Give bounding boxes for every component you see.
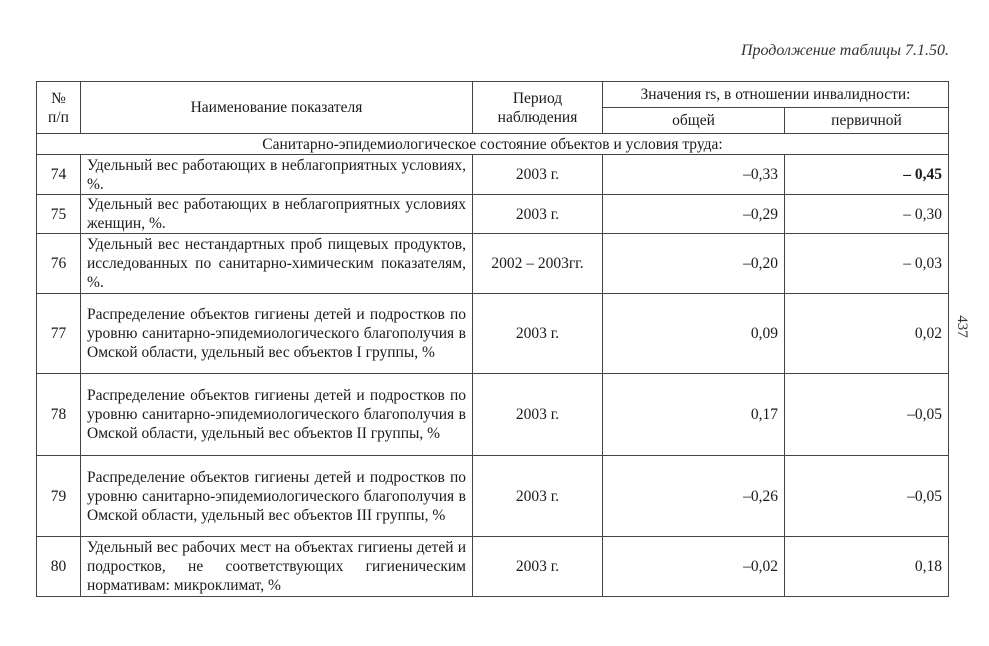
indicator-name: Удельный вес рабочих мест на объектах гигиены детей и подростков, не соответствующих гигиеническим нормативам: микроклимат, % bbox=[81, 537, 473, 597]
row-number: 76 bbox=[37, 234, 81, 294]
table-row bbox=[37, 294, 949, 374]
header-indicator-name: Наименование показателя bbox=[81, 82, 473, 134]
primary-value: 0,02 bbox=[785, 294, 949, 374]
row-number: 74 bbox=[37, 155, 81, 195]
indicator-name: Распределение объектов гигиены детей и подростков по уровню санитарно-эпидемиологического благополучия в Омской области, удельный вес объектов I группы, % bbox=[81, 294, 473, 374]
period-cell: 2003 г. bbox=[473, 294, 603, 374]
table-row bbox=[37, 234, 949, 294]
primary-value: – 0,30 bbox=[785, 195, 949, 234]
indicator-name: Удельный вес работающих в неблагоприятных условиях женщин, %. bbox=[81, 195, 473, 234]
row-number: 78 bbox=[37, 374, 81, 456]
general-value: 0,17 bbox=[603, 374, 785, 456]
primary-value: – 0,45 bbox=[785, 155, 949, 195]
header-row-number: № п/п bbox=[37, 82, 81, 134]
period-cell: 2003 г. bbox=[473, 155, 603, 195]
indicator-name: Распределение объектов гигиены детей и подростков по уровню санитарно-эпидемиологического благополучия в Омской области, удельный вес объектов II группы, % bbox=[81, 374, 473, 456]
indicator-name: Удельный вес работающих в неблагоприятных условиях, %. bbox=[81, 155, 473, 195]
row-number: 77 bbox=[37, 294, 81, 374]
general-value: –0,33 bbox=[603, 155, 785, 195]
header-primary: первичной bbox=[785, 108, 949, 134]
primary-value: 0,18 bbox=[785, 537, 949, 597]
period-cell: 2003 г. bbox=[473, 374, 603, 456]
table-continuation-label: Продолжение таблицы 7.1.50. bbox=[740, 42, 949, 59]
section-row bbox=[37, 134, 949, 155]
primary-value: – 0,03 bbox=[785, 234, 949, 294]
primary-value: –0,05 bbox=[785, 374, 949, 456]
period-cell: 2003 г. bbox=[473, 537, 603, 597]
period-cell: 2003 г. bbox=[473, 195, 603, 234]
indicator-name: Распределение объектов гигиены детей и подростков по уровню санитарно-эпидемиологического благополучия в Омской области, удельный вес объектов III группы, % bbox=[81, 456, 473, 537]
row-number: 80 bbox=[37, 537, 81, 597]
indicator-name: Удельный вес нестандартных проб пищевых продуктов, исследованных по санитарно-химическим показателям, %. bbox=[81, 234, 473, 294]
table-row bbox=[37, 374, 949, 456]
header-values: Значения rs, в отношении инвалидности: bbox=[603, 82, 949, 108]
table-row bbox=[37, 155, 949, 195]
page-number: 437 bbox=[953, 315, 970, 338]
row-number: 79 bbox=[37, 456, 81, 537]
primary-value: –0,05 bbox=[785, 456, 949, 537]
general-value: –0,02 bbox=[603, 537, 785, 597]
header-general: общей bbox=[603, 108, 785, 134]
section-title: Санитарно-эпидемиологическое состояние объектов и условия труда: bbox=[37, 134, 949, 155]
header-observation-period: Период наблюдения bbox=[473, 82, 603, 134]
general-value: 0,09 bbox=[603, 294, 785, 374]
table-row bbox=[37, 195, 949, 234]
table-row bbox=[37, 456, 949, 537]
table-row bbox=[37, 537, 949, 597]
general-value: –0,29 bbox=[603, 195, 785, 234]
row-number: 75 bbox=[37, 195, 81, 234]
general-value: –0,26 bbox=[603, 456, 785, 537]
indicators-table bbox=[36, 81, 949, 597]
general-value: –0,20 bbox=[603, 234, 785, 294]
period-cell: 2002 – 2003гг. bbox=[473, 234, 603, 294]
period-cell: 2003 г. bbox=[473, 456, 603, 537]
